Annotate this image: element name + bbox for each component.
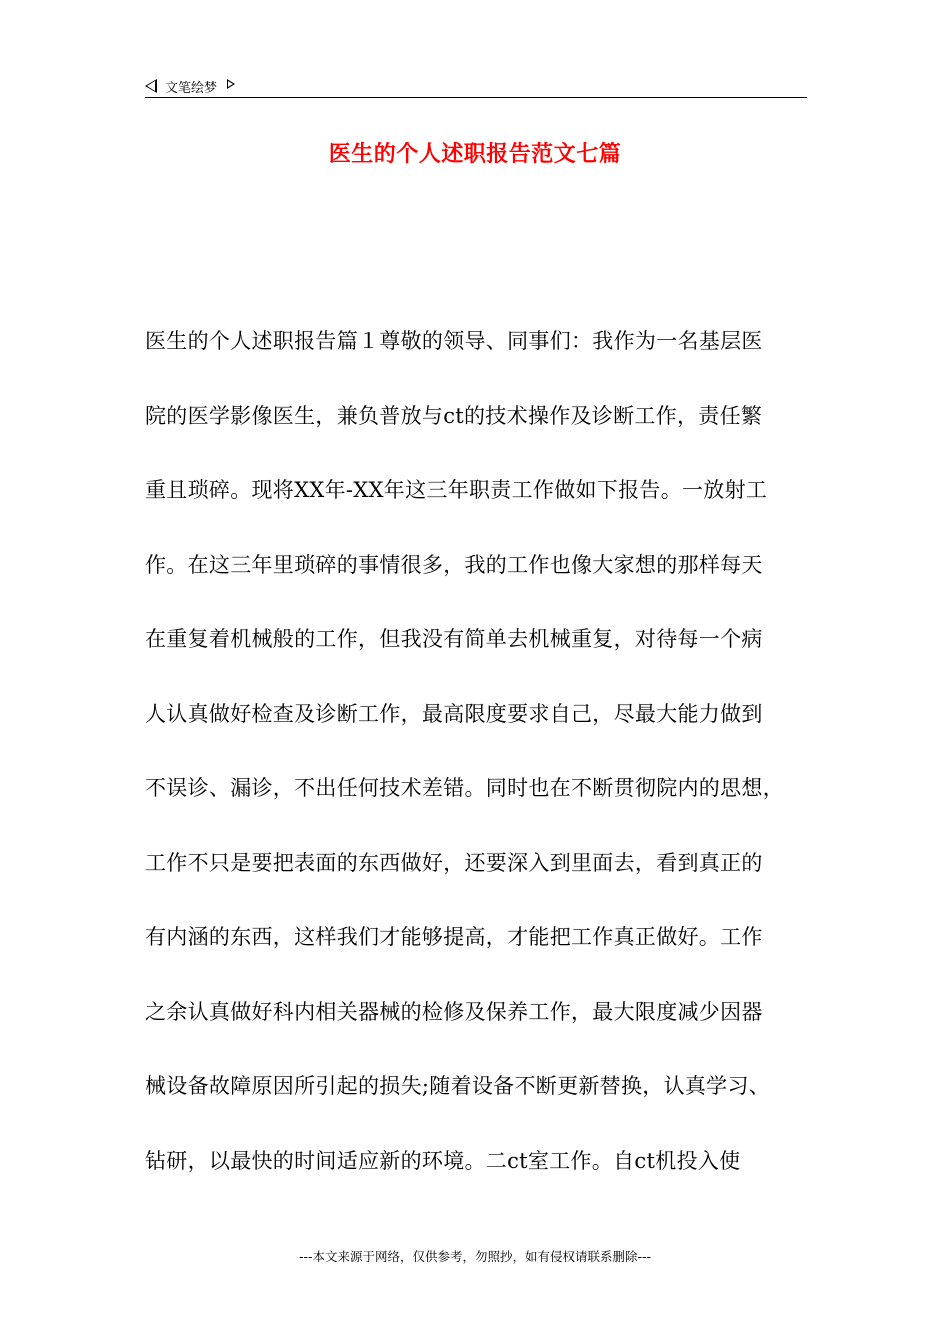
body-line: 作。在这三年里琐碎的事情很多，我的工作也像大家想的那样每天 [145, 552, 763, 577]
header-brand: 文笔绘梦 [165, 80, 218, 96]
footer-notice: ---本文来源于网络，仅供参考，勿照抄，如有侵权请联系删除--- [298, 1249, 652, 1264]
document-body [145, 324, 825, 1218]
body-line: 之余认真做好科内相关器械的检修及保养工作，最大限度减少因器 [145, 999, 763, 1024]
header-divider [145, 97, 807, 98]
body-line: 院的医学影像医生，兼负普放与ct的技术操作及诊断工作，责任繁 [145, 403, 763, 428]
body-line: 医生的个人述职报告篇１尊敬的领导、同事们：我作为一名基层医 [145, 329, 763, 353]
body-line: 重且琐碎。现将XX年-XX年这三年职责工作做如下报告。一放射工 [145, 478, 768, 502]
body-line: 不误诊、漏诊，不出任何技术差错。同时也在不断贯彻院内的思想， [145, 776, 784, 800]
triangle-left-outline-icon [145, 79, 157, 93]
body-line: 在重复着机械般的工作，但我没有简单去机械重复，对待每一个病 [145, 627, 763, 651]
page-header [145, 76, 235, 96]
body-line: 人认真做好检查及诊断工作，最高限度要求自己，尽最大能力做到 [145, 701, 763, 726]
document-title: 医生的个人述职报告范文七篇 [328, 141, 622, 167]
triangle-right-outline-icon [227, 79, 235, 89]
body-line: 钻研，以最快的时间适应新的环境。二ct室工作。自ct机投入使 [145, 1148, 741, 1173]
body-line: 械设备故障原因所引起的损失;随着设备不断更新替换，认真学习、 [145, 1074, 771, 1098]
body-line: 工作不只是要把表面的东西做好，还要深入到里面去，看到真正的 [145, 850, 763, 875]
body-line: 有内涵的东西，这样我们才能够提高，才能把工作真正做好。工作 [145, 925, 763, 949]
